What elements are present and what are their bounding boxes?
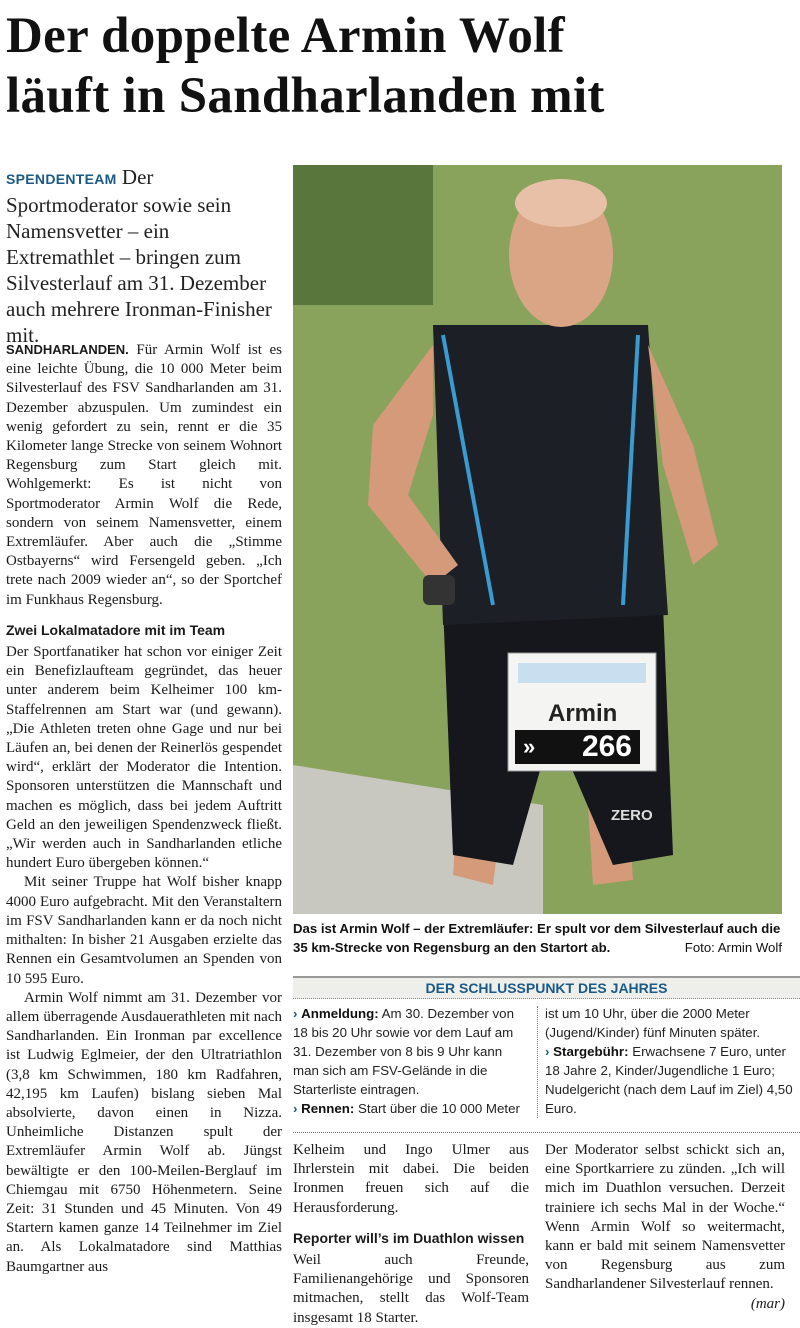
bib-number: 266 <box>581 730 632 763</box>
infobox-column-2 <box>545 1004 795 1118</box>
infobox-item-startgebuehr <box>545 1042 795 1118</box>
chevron-right-icon: › <box>293 1006 298 1021</box>
bib-arrows: » <box>523 734 536 759</box>
infobox-item-rennen <box>293 1099 531 1118</box>
article-column-2 <box>293 1141 529 1328</box>
infobox-bottom-rule <box>293 1132 800 1133</box>
runner-photo <box>293 165 782 914</box>
infobox-title: DER SCHLUSSPUNKT DES JAHRES <box>293 976 800 999</box>
infobox-label: Rennen: <box>301 1101 355 1116</box>
paragraph-6: Weil auch Freunde, Familienangehörige und Sponsoren mitmachen, stellt das Wolf-Team insgesamt 18 Starter. <box>293 1252 529 1326</box>
author-signature: (mar) <box>750 1295 785 1312</box>
infobox-item-anmeldung <box>293 1004 531 1099</box>
bib-name: Armin <box>548 700 618 727</box>
infobox-column-1 <box>293 1004 531 1118</box>
teaser <box>6 164 282 348</box>
teaser-kicker: SPENDENTEAM <box>6 171 117 187</box>
infobox-item-rennen-cont: ist um 10 Uhr, über die 2000 Meter (Jugend/Kinder) fünf Minuten später. <box>545 1006 761 1040</box>
photo-credit: Foto: Armin Wolf <box>684 940 782 955</box>
paragraph-1: Für Armin Wolf ist es eine leichte Übung, die 10 000 Meter beim Silvesterlauf des FSV Sandharlanden am 31. Dezember abzuspulen. Um zumindest ein wenig gefordert zu sein, rennt er die 35 Kilometer lange Strecke von seinem Wohnort Regensburg zum Start gleich mit. Wohlgemerkt: Es ist nicht von Sportmoderator Armin Wolf die Rede, sondern von seinem Namensvetter, einem Extremläufer. Aber auch die „Stimme Ostbayerns“ wird Fersengeld geben. „Ich trete nach 2009 wieder an“, so der Sportchef im Funkhaus Regensburg. <box>6 342 282 608</box>
headline <box>6 6 796 126</box>
dateline: SANDHARLANDEN. <box>6 342 129 357</box>
subhead-lokalmatadore: Zwei Lokalmatadore mit im Team <box>6 621 226 638</box>
infobox-divider <box>537 1006 538 1118</box>
paragraph-4: Armin Wolf nimmt am 31. Dezember vor allem überragende Ausdauerathleten mit nach Sandharlanden. Ein Ironman par excellence ist Ludwig Eglmeier, der den Ultratriathlon (3,8 km Schwimmen, 180 km Radfahren, 42,195 km Laufen) bislang sieben Mal absolvierte, davon einen in Nizza. Unheimliche Distanzen spult der Extremläufer Armin Wolf ab. Jüngst bewältigte er den 100-Meilen-Berglauf im Chiemgau mit 6750 Höhenmetern. Seine Zeit: 31 Stunden und 45 Minuten. Von 49 Startern kamen ganze 14 Teilnehmer im Ziel an. Als Lokalmatadore sind Matthias Baumgartner aus <box>6 989 282 1275</box>
photo-caption <box>293 919 782 957</box>
article-column-left <box>6 340 282 1277</box>
bib-number-box <box>515 730 640 764</box>
runner-illustration <box>293 165 782 914</box>
headline-line-1: Der doppelte Armin Wolf <box>6 8 565 64</box>
infobox-text: Erwachsene 7 Euro, unter 18 Jahre 2, Kinder/Jugendliche 1 Euro; Nudelgericht (nach dem Lauf im Ziel) 4,50 Euro. <box>545 1044 793 1116</box>
teaser-text: Der Sportmoderator sowie sein Namensvetter – ein Extremathlet – bringen zum Silvesterlauf am 31. Dezember auch mehrere Ironman-Finisher mit. <box>6 165 272 347</box>
headline-line-2: läuft in Sandharlanden mit <box>6 68 605 124</box>
chevron-right-icon: › <box>545 1044 550 1059</box>
infobox-text: Am 30. Dezember von 18 bis 20 Uhr sowie vor dem Lauf am 31. Dezember von 8 bis 9 Uhr kann man sich am FSV-Gelände in die Starterliste eintragen. <box>293 1006 514 1097</box>
paragraph-5: Kelheim und Ingo Ulmer aus Ihrlerstein mit dabei. Die beiden Ironmen freuen sich auf die Herausforderung. <box>293 1142 529 1216</box>
caption-text: Das ist Armin Wolf – der Extremläufer: Er spult vor dem Silvesterlauf auch die 35 km-Strecke von Regensburg an den Startort ab. <box>293 921 781 955</box>
paragraph-3: Mit seiner Truppe hat Wolf bisher knapp 4000 Euro aufgebracht. Mit den Veranstaltern im FSV Sandharlanden kann er da noch nicht mithalten: In bisher 21 Ausgaben erzielte das Rennen ein Gesamtvolumen an Spenden von 10 595 Euro. <box>6 874 282 987</box>
article-column-3 <box>545 1141 785 1314</box>
infobox-label: Anmeldung: <box>301 1006 379 1021</box>
paragraph-7: Der Moderator selbst schickt sich an, eine Sportkarriere zu zünden. „Ich will mich im Duathlon versuchen. Derzeit trainiere ich sechs Mal in der Woche.“ Wenn Armin Wolf so weitermacht, kann er bald mit seinem Namensvetter von Regensburg aus zum Sandharlandener Silvesterlauf rennen. <box>545 1142 785 1293</box>
paragraph-2: Der Sportfanatiker hat schon vor einiger Zeit ein Benefizlaufteam gegründet, das heuer unter anderem beim Kelheimer 100 km-Staffelrennen am Start war (und gewann). „Die Athleten treten ohne Gage und nur bei Läufen an, bei denen der Reinerlös gespendet wird“, erklärt der Moderator die Intention. Sponsoren unterstützen die Mannschaft und machen es möglich, dass bei jedem Auftritt Geld an den jeweiligen Spendenzweck fließt. „Wir werden auch in Sandharlanden etliche hundert Euro übergeben können.“ <box>6 644 282 872</box>
subhead-duathlon: Reporter will’s im Duathlon wissen <box>293 1229 525 1246</box>
chevron-right-icon: › <box>293 1101 298 1116</box>
infobox-label: Stargebühr: <box>553 1044 629 1059</box>
infobox-text: Start über die 10 000 Meter <box>358 1101 520 1116</box>
shorts-brand: ZERO <box>611 807 653 824</box>
